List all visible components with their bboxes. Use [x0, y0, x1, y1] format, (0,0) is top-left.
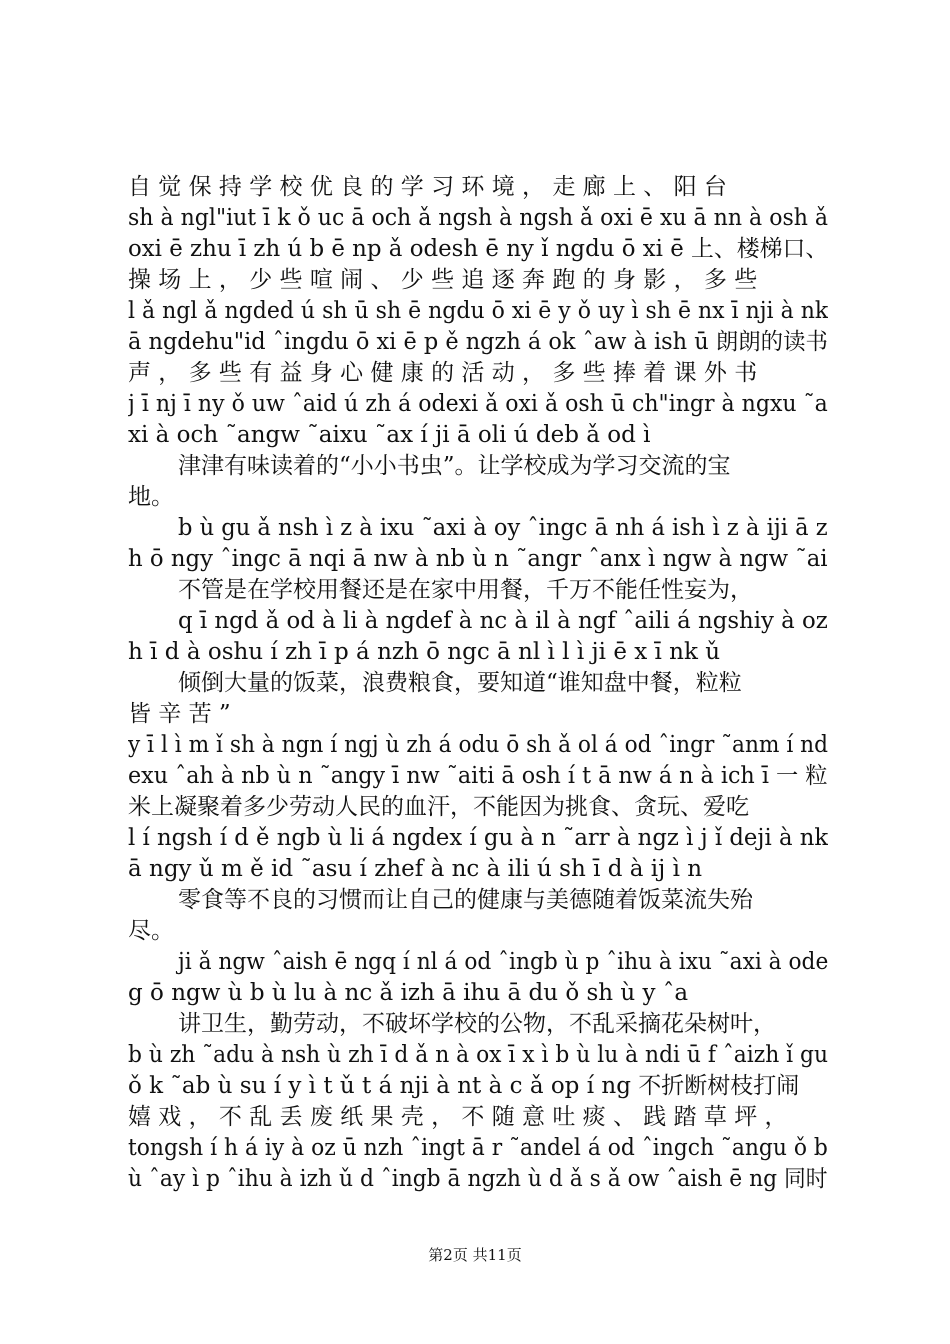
text-line	[128, 1040, 828, 1071]
text-line-content: exu ˆah à nb ù n ˜angy ī nw ˜aiti ā osh í t ā nw á n à ich ī 一 粒	[128, 763, 828, 789]
text-line	[128, 296, 828, 327]
text-line: ā ngy ǔ m ě id ˜asu í zhef à nc à ili ú sh ī d à ij ì n	[128, 856, 703, 882]
text-line: 皆 辛 苦 ”	[128, 701, 231, 727]
text-line-content: ji ǎ ngw ˆaish ē ngq í nl á od ˆingb ù p ˆihu à ixu ˜axi à ode	[178, 949, 828, 975]
text-line: 讲卫生，勤劳动，不破坏学校的公物，不乱采摘花朵树叶，	[178, 1011, 776, 1037]
text-line	[128, 947, 828, 978]
text-line: 声 ， 多 些 有 益 身 心 健 康 的 活 动 ， 多 些 捧 着 课 外 书	[128, 360, 758, 386]
text-line-content: oxi ē zhu ī zh ú b ē np ǎ odesh ē ny ǐ ngdu ō xi ē 上、楼梯口、	[128, 236, 828, 262]
page-footer	[0, 1244, 950, 1265]
text-line	[128, 203, 828, 234]
text-line-content: y ī l ì m ǐ sh à ngn í ngj ù zh á odu ō sh ǎ ol á od ˆingr ˜anm í nd	[128, 732, 828, 758]
text-line-content: l ǎ ngl ǎ ngded ú sh ū sh ē ngdu ō xi ē y ǒ uy ì sh ē nx ī nji à nk	[128, 298, 828, 324]
text-line: ǒ k ˜ab ù su í y ì t ǔ t á nji à nt à c ǎ op í ng 不折断树枝打闹	[128, 1073, 800, 1099]
text-line	[128, 327, 828, 358]
text-line-content: ù ˆay ì p ˆihu à izh ǔ d ˆingb ā ngzh ù d ǎ s ǎ ow ˆaish ē ng 同时	[128, 1166, 828, 1192]
text-line	[128, 513, 828, 544]
text-line: 零食等不良的习惯而让自己的健康与美德随着饭菜流失殆	[178, 887, 753, 913]
page-number: 第2页 共11页	[428, 1246, 522, 1264]
text-line	[128, 1164, 828, 1195]
text-line	[128, 1133, 828, 1164]
text-line	[128, 389, 828, 420]
text-line	[128, 606, 828, 637]
text-line-content: b ù gu ǎ nsh ì z à ixu ˜axi à oy ˆingc ā nh á ish ì z à iji ā z	[178, 515, 828, 541]
text-line-content: b ù zh ˜adu à nsh ù zh ī d ǎ n à ox ī x ì b ù lu à ndi ū f ˆaizh ǐ gu	[128, 1042, 828, 1068]
text-line: 倾倒大量的饭菜，浪费粮食，要知道“谁知盘中餐，粒粒	[178, 670, 742, 696]
text-line-content: tongsh í h á iy à oz ū nzh ˆingt ā r ˜andel á od ˆingch ˜angu ǒ b	[128, 1135, 828, 1161]
text-line: 津津有味读着的“小小书虫”。让学校成为学习交流的宝	[178, 453, 731, 479]
text-line-content: sh à ngl"iut ī k ǒ uc ā och ǎ ngsh à ngsh ǎ oxi ē xu ā nn à osh ǎ	[128, 205, 828, 231]
text-line: g ō ngw ù b ù lu à nc ǎ izh ā ihu ā du ǒ sh ù y ˆa	[128, 980, 689, 1006]
text-line: h ī d à oshu í zh ī p á nzh ō ngc ā nl ì l ì ji ē x ī nk ǔ	[128, 639, 721, 665]
text-line	[128, 730, 828, 761]
text-line-content: q ī ngd ǎ od à li à ngdef à nc à il à ngf ˆaili á ngshiy à oz	[178, 608, 828, 634]
text-line: 自 觉 保 持 学 校 优 良 的 学 习 环 境 ， 走 廊 上 、 阳 台	[128, 174, 727, 200]
text-line-content: h ō ngy ˆingc ā nqi ā nw à nb ù n ˜angr ˆanx ì ngw à ngw ˜ai	[128, 546, 828, 572]
text-line	[128, 761, 828, 792]
text-line	[128, 544, 828, 575]
text-line-content: l í ngsh í d ě ngb ù li á ngdex í gu à n ˜arr à ngz ì j ǐ deji à nk	[128, 825, 828, 851]
text-line	[128, 823, 828, 854]
text-line-content: ā ngdehu"id ˆingdu ō xi ē p ě ngzh á ok ˆaw à ish ū 朗朗的读书	[128, 329, 828, 355]
text-line: 地。	[128, 484, 174, 510]
text-line: 不管是在学校用餐还是在家中用餐，千万不能任性妄为，	[178, 577, 753, 603]
text-line	[128, 234, 828, 265]
document-body	[128, 172, 828, 1195]
text-line-content: j ī nj ī ny ǒ uw ˆaid ú zh á odexi ǎ oxi ǎ osh ū ch"ingr à ngxu ˜a	[128, 391, 828, 417]
text-line: 嬉 戏 ， 不 乱 丢 废 纸 果 壳 ， 不 随 意 吐 痰 、 践 踏 草 坪 ，	[128, 1104, 788, 1130]
text-line: xi à och ˜angw ˜aixu ˜ax í ji ā oli ú deb ǎ od ì	[128, 422, 651, 448]
text-line: 尽。	[128, 918, 174, 944]
text-line: 米上凝聚着多少劳动人民的血汗，不能因为挑食、贪玩、爱吃	[128, 794, 749, 820]
text-line: 操 场 上 ， 少 些 喧 闹 、 少 些 追 逐 奔 跑 的 身 影 ， 多 些	[128, 267, 758, 293]
